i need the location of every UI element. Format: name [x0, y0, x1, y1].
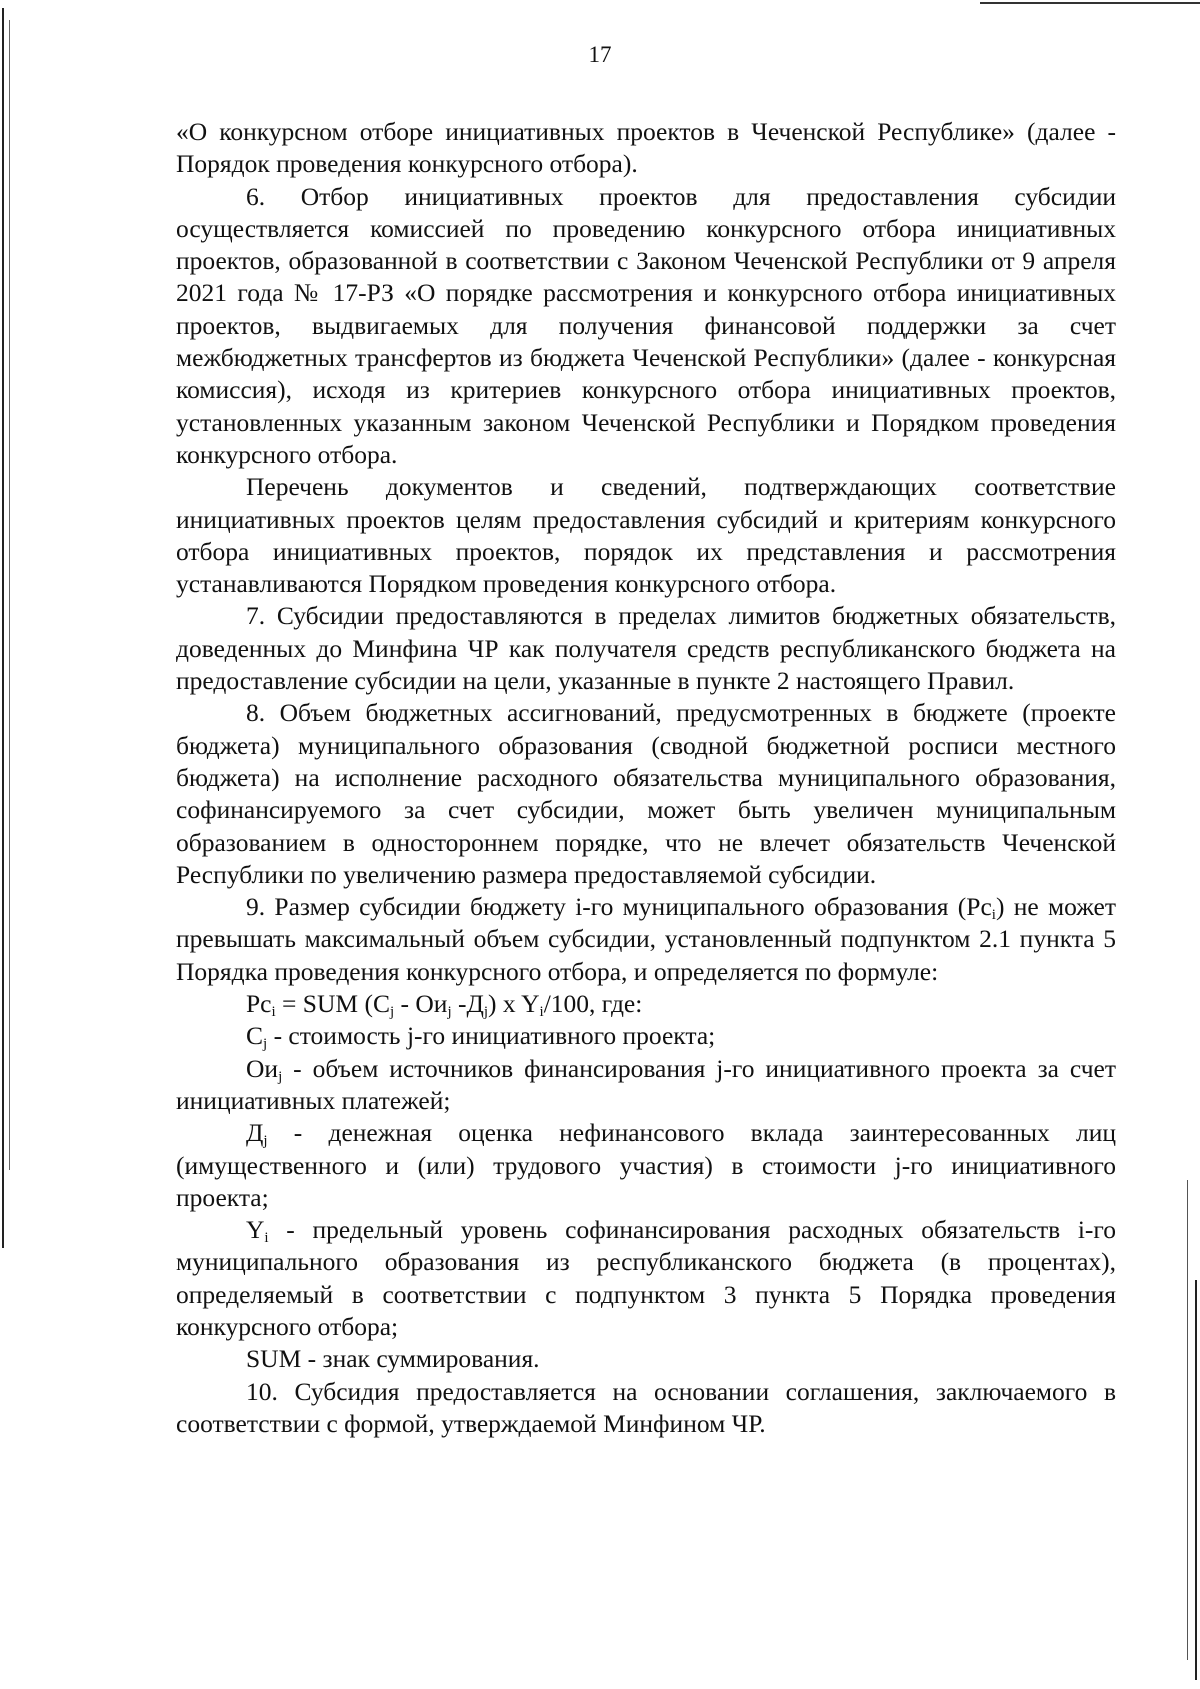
paragraph-7: 7. Субсидии предоставляются в пределах лимитов бюджетных обязательств, доведенных до Минфина ЧР как получателя средств республиканского бюджета на предоставление субсидии на цели, указанные в пункте 2 настоящего Правил.	[176, 601, 1116, 696]
subsidy-formula: $Рс_i$ = SUM ($С_j - Ои_j$ $-Д_j$) x $Y_i/100$, где:	[246, 989, 643, 1021]
scan-edge-top	[980, 2, 1200, 4]
scan-edge-left-inner	[9, 20, 10, 1170]
definition-d: $Д_j$ - денежная оценка нефинансового вклада заинтересованных лиц (имущественного и (или) трудового участия) в стоимости j-го инициативного проекта;	[176, 1118, 1116, 1212]
definition-sum: SUM - знак суммирования.	[246, 1344, 540, 1374]
paragraph-documents-list: Перечень документов и сведений, подтверждающих соответствие инициативных проектов целям предоставления субсидий и критериям конкурсного отбора инициативных проектов, порядок их представления и рассмотрения устанавливаются Порядком проведения конкурсного отбора.	[176, 472, 1116, 599]
page-number: 17	[588, 42, 612, 67]
definition-oi: $Ои_j$ - объем источников финансирования j-го инициативного проекта за счет инициативных платежей;	[176, 1053, 1116, 1115]
scan-edge-right-inner	[1187, 1180, 1188, 1660]
document-body	[176, 116, 1116, 1440]
paragraph-6: 6. Отбор инициативных проектов для предоставления субсидии осуществляется комиссией по проведению конкурсного отбора инициативных проектов, образованной в соответствии с Законом Чеченской Республики от 9 апреля 2021 года № 17-РЗ «О порядке рассмотрения и конкурсного отбора инициативных проектов, выдвигаемых для получения финансовой поддержки за счет межбюджетных трансфертов из бюджета Чеченской Республики» (далее - конкурсная комиссия), исходя из критериев конкурсного отбора инициативных проектов, установленных указанным законом Чеченской Республики и Порядком проведения конкурсного отбора.	[176, 181, 1116, 469]
paragraph-8: 8. Объем бюджетных ассигнований, предусмотренных в бюджете (проекте бюджета) муниципального образования (сводной бюджетной росписи местного бюджета) на исполнение расходного обязательства муниципального образования, софинансируемого за счет субсидии, может быть увеличен муниципальным образованием в одностороннем порядке, что не влечет обязательств Чеченской Республики по увеличению размера предоставляемой субсидии.	[176, 698, 1116, 889]
scan-edge-right	[1195, 1280, 1197, 1680]
scan-edge-left	[2, 8, 4, 1248]
definition-c: $С_j$ - стоимость j-го инициативного проекта;	[246, 1021, 716, 1053]
definition-y: $Y_i$ - предельный уровень софинансирования расходных обязательств i-го муниципального образования из республиканского бюджета (в процентах), определяемый в соответствии с подпунктом 3 пункта 5 Порядка проведения конкурсного отбора;	[176, 1215, 1116, 1341]
paragraph-continuation: «О конкурсном отборе инициативных проектов в Чеченской Республике» (далее - Порядок проведения конкурсного отбора).	[176, 117, 1116, 179]
paragraph-10: 10. Субсидия предоставляется на основании соглашения, заключаемого в соответствии с формой, утверждаемой Минфином ЧР.	[176, 1376, 1116, 1438]
paragraph-9: 9. Размер субсидии бюджету i-го муниципального образования $(Рс_i)$ не может превышать максимальный объем субсидии, установленный подпунктом 2.1 пункта 5 Порядка проведения конкурсного отбора, и определяется по формуле:	[176, 892, 1116, 986]
